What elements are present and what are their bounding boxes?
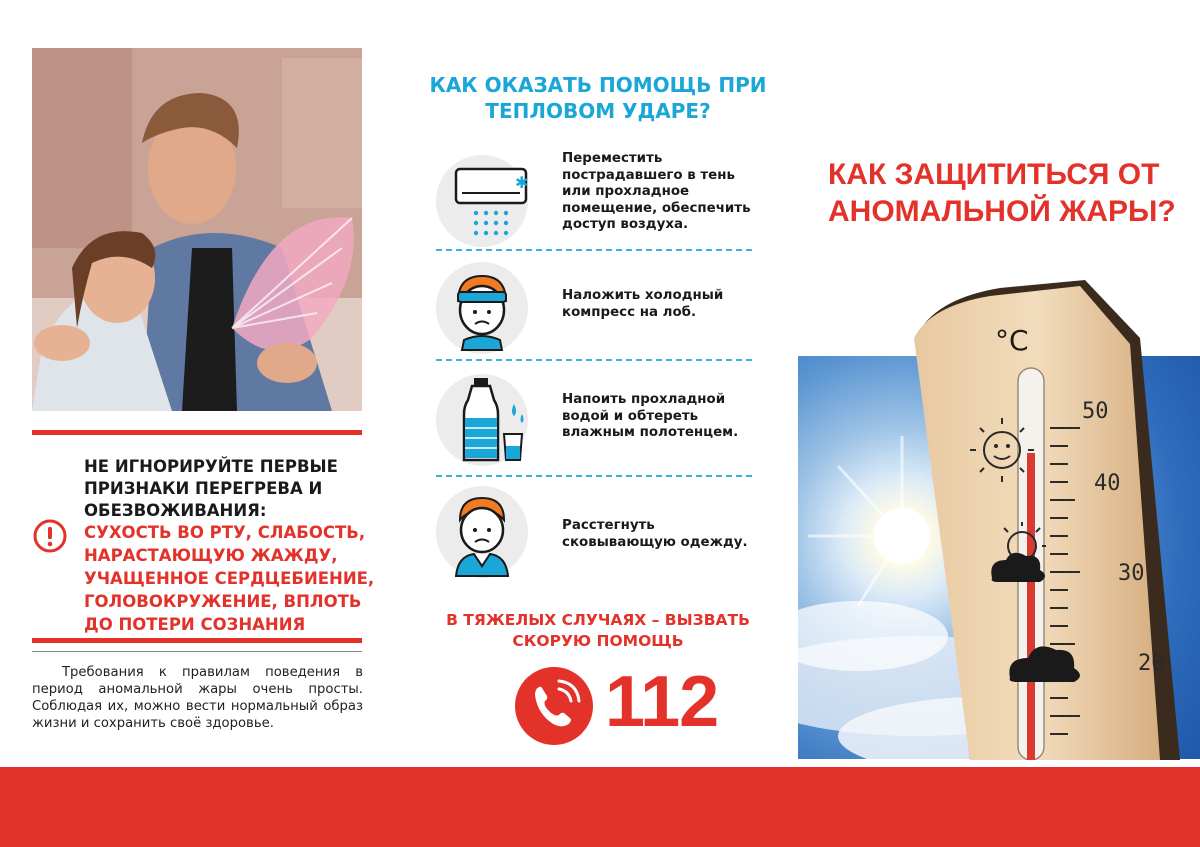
svg-text:✱: ✱ bbox=[515, 173, 528, 192]
emergency-text: В ТЯЖЕЛЫХ СЛУЧАЯХ – ВЫЗВАТЬ СКОРУЮ ПОМОЩЬ bbox=[446, 611, 750, 650]
scale-label: 20 bbox=[1138, 651, 1165, 676]
air-conditioner-icon bbox=[436, 155, 528, 247]
footer-red-band bbox=[0, 767, 1200, 847]
step-move-to-shade bbox=[436, 151, 756, 247]
protect-title: КАК ЗАЩИТИТЬСЯ ОТ АНОМАЛЬНОЙ ЖАРЫ? bbox=[828, 158, 1176, 228]
scale-label: 30 bbox=[1118, 561, 1145, 586]
cold-compress-icon bbox=[436, 262, 528, 354]
warning-title: НЕ ИГНОРИРУЙТЕ ПЕРВЫЕ ПРИЗНАКИ ПЕРЕГРЕВА И ОБЕЗВОЖИВАНИЯ: bbox=[84, 457, 338, 520]
thermometer-image bbox=[910, 278, 1200, 760]
divider-thin bbox=[32, 651, 362, 652]
unbuttoned-shirt-icon bbox=[436, 486, 528, 578]
behavior-note: Требования к правилам поведения в период аномальной жары очень просты. Соблюдая их, можно вести нормальный образ жизни и сохранить своё здоровье. bbox=[32, 665, 363, 731]
first-aid-title: КАК ОКАЗАТЬ ПОМОЩЬ ПРИ ТЕПЛОВОМ УДАРЕ? bbox=[429, 73, 767, 123]
step-text: Расстегнуть сковывающую одежду. bbox=[562, 518, 748, 550]
scale-label: 50 bbox=[1082, 399, 1109, 424]
thermometer-unit: °C bbox=[995, 324, 1029, 357]
step-text: Наложить холодный компресс на лоб. bbox=[562, 288, 724, 320]
step-text: Напоить прохладной водой и обтереть влажным полотенцем. bbox=[562, 392, 739, 440]
divider-red-top bbox=[32, 430, 362, 435]
phone-icon bbox=[515, 667, 593, 745]
dashed-divider bbox=[436, 249, 752, 251]
water-bottle-icon bbox=[436, 374, 528, 466]
exclamation-icon bbox=[33, 519, 67, 553]
step-text: Переместить пострадавшего в тень или прохладное помещение, обеспечить доступ воздуха. bbox=[562, 151, 751, 232]
emergency-number: 112 bbox=[605, 662, 719, 742]
dashed-divider bbox=[436, 359, 752, 361]
couple-heat-photo bbox=[32, 48, 362, 411]
step-give-water bbox=[436, 374, 756, 466]
symptoms-list: СУХОСТЬ ВО РТУ, СЛАБОСТЬ, НАРАСТАЮЩУЮ ЖАЖДУ, УЧАЩЕННОЕ СЕРДЦЕБИЕНИЕ, ГОЛОВОКРУЖЕНИЕ, ВПЛОТЬ ДО ПОТЕРИ СОЗНАНИЯ bbox=[84, 523, 375, 634]
step-cold-compress bbox=[436, 262, 756, 354]
dashed-divider bbox=[436, 475, 752, 477]
divider-red-bottom bbox=[32, 638, 362, 643]
scale-label: 40 bbox=[1094, 471, 1121, 496]
step-unbutton-clothes bbox=[436, 486, 756, 578]
